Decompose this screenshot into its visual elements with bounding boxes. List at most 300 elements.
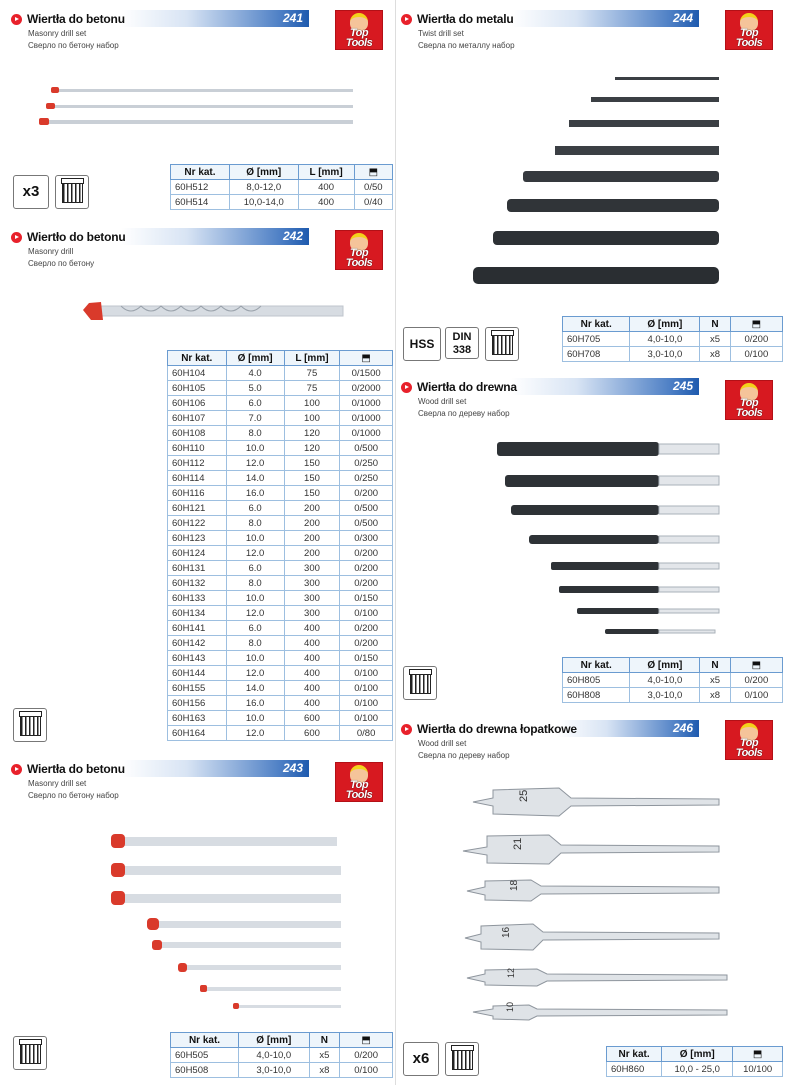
cell-diameter: 12.0 [226,726,284,741]
cell-pack: 10/100 [733,1062,783,1077]
cell-pack: 0/1000 [340,411,393,426]
cell-diameter: 8.0 [226,576,284,591]
cell-count: x5 [309,1048,340,1063]
wood-drill-bit [511,505,719,515]
subtitle-en: Masonry drill set [28,29,87,38]
col-header-code: Nr kat. [171,1033,239,1048]
cell-length: 300 [284,576,340,591]
col-header-diameter: Ø [mm] [662,1047,733,1062]
spade-bit [465,924,719,950]
col-header-count: N [700,658,730,673]
spade-bit [467,968,727,986]
cell-pack: 0/1000 [340,396,393,411]
cell-diameter: 8.0 [226,426,284,441]
cell-length: 200 [284,546,340,561]
spec-table [167,350,393,741]
col-header-code: Nr kat. [563,317,630,332]
cell-pack: 0/500 [340,441,393,456]
cell-pack: 0/80 [340,726,393,741]
twist-drill-bit [507,199,719,212]
subtitle-ru: Сверла по дереву набор [418,409,510,418]
din-label: DIN [452,331,472,343]
table-row [168,486,393,501]
cell-pack: 0/200 [340,546,393,561]
cell-code: 60H122 [168,516,227,531]
cell-pack: 0/150 [340,591,393,606]
cell-pack: 0/100 [340,606,393,621]
twist-drill-bit [615,77,719,80]
cell-pack: 0/1500 [340,366,393,381]
cell-diameter: 5.0 [226,381,284,396]
cell-code: 60H132 [168,576,227,591]
col-header-diameter: Ø [mm] [630,317,700,332]
logo-bottom-text: Tools [345,257,373,269]
subtitle-en: Masonry drill [28,247,74,256]
cell-length: 75 [284,366,340,381]
cell-length: 120 [284,441,340,456]
subtitle-ru: Сверла по дереву набор [418,751,510,760]
cell-code: 60H514 [171,195,230,210]
table-row [607,1062,783,1077]
package-box-icon: ⬒ [368,166,379,178]
drill-image [11,10,395,160]
cell-count: x8 [700,688,730,703]
cell-length: 400 [298,180,354,195]
cell-code: 60H512 [171,180,230,195]
drill-image [11,760,395,1020]
table-row [168,591,393,606]
quantity-badge: x3 [13,175,49,209]
cell-pack: 0/200 [340,561,393,576]
column-divider [395,0,396,1085]
spade-bit-size-label: 25 [518,789,530,802]
table-row [168,651,393,666]
col-header-code: Nr kat. [168,351,227,366]
col-header-code: Nr kat. [563,658,630,673]
cell-diameter: 12.0 [226,456,284,471]
logo-bottom-text: Tools [345,789,373,801]
table-row [168,456,393,471]
cell-diameter: 10,0 - 25,0 [662,1062,733,1077]
cell-length: 75 [284,381,340,396]
cell-code: 60H508 [171,1063,239,1078]
table-row [168,561,393,576]
spade-bit-size-label: 21 [512,837,524,850]
spade-bit [467,879,719,901]
table-row [171,1063,393,1078]
cell-diameter: 8,0-12,0 [229,180,298,195]
table-row [168,501,393,516]
col-header-pack [730,658,782,673]
cell-code: 60H104 [168,366,227,381]
spade-bit [473,1002,727,1020]
subtitle-en: Masonry drill set [28,779,87,788]
din-338-badge [445,327,479,359]
subtitle-en: Twist drill set [418,29,464,38]
logo-top-text: Top [349,247,369,259]
cell-diameter: 6.0 [226,501,284,516]
table-body [607,1062,783,1077]
cell-code: 60H112 [168,456,227,471]
col-header-count: N [700,317,730,332]
section-242 [11,228,395,748]
cell-length: 120 [284,426,340,441]
table-body [171,180,393,210]
table-row [168,471,393,486]
cell-diameter: 6.0 [226,621,284,636]
wood-drill-bit [529,535,719,544]
table-row [168,621,393,636]
logo-top-text: Top [349,779,369,791]
section-title: Wiertła do betonu [27,12,125,26]
cell-pack: 0/2000 [340,381,393,396]
spec-table [562,316,783,362]
cell-code: 60H131 [168,561,227,576]
table-row [171,195,393,210]
cell-length: 200 [284,516,340,531]
cell-diameter: 14.0 [226,681,284,696]
table-row [168,441,393,456]
table-row [168,681,393,696]
col-header-code: Nr kat. [171,165,230,180]
masonry-drill-bit [147,918,341,930]
spec-table [606,1046,783,1077]
cell-diameter: 10.0 [226,651,284,666]
cell-diameter: 6.0 [226,396,284,411]
twist-drill-bit [493,231,719,245]
package-box-icon: ⬒ [751,659,762,671]
section-number: 242 [282,229,303,243]
masonry-drill-bit [178,963,341,972]
cell-code: 60H860 [607,1062,662,1077]
section-title: Wiertła do metalu [417,12,514,26]
section-number: 246 [672,721,693,735]
cell-diameter: 12.0 [226,666,284,681]
masonry-drill-bit [83,302,343,320]
wood-drill-bit [505,475,719,487]
logo-bottom-text: Tools [345,37,373,49]
cell-length: 400 [284,681,340,696]
cell-pack: 0/500 [340,501,393,516]
col-header-pack [340,351,393,366]
cell-length: 400 [284,696,340,711]
package-box-icon [13,708,47,742]
cell-code: 60H124 [168,546,227,561]
cell-code: 60H141 [168,621,227,636]
cell-pack: 0/200 [730,673,782,688]
wood-drill-bit [551,562,719,570]
subtitle-ru: Сверла по металлу набор [418,41,515,50]
cell-diameter: 3,0-10,0 [630,347,700,362]
cell-diameter: 4,0-10,0 [630,673,700,688]
cell-pack: 0/100 [730,688,782,703]
masonry-drill-bit [200,985,341,992]
table-row [168,516,393,531]
table-row [168,546,393,561]
masonry-drill-bit [111,863,341,877]
masonry-drill-bit [111,834,337,848]
col-header-pack [733,1047,783,1062]
table-body [168,366,393,741]
section-number: 244 [672,11,693,25]
spade-bit [473,788,719,816]
cell-pack: 0/200 [340,636,393,651]
cell-pack: 0/150 [340,651,393,666]
wood-drill-bit [559,586,719,593]
table-row [168,426,393,441]
spec-table [170,1032,393,1078]
cell-code: 60H123 [168,531,227,546]
table-row [168,696,393,711]
col-header-length: L [mm] [298,165,354,180]
cell-code: 60H110 [168,441,227,456]
table-row [171,1048,393,1063]
cell-length: 200 [284,501,340,516]
table-row [563,673,783,688]
cell-code: 60H156 [168,696,227,711]
cell-diameter: 6.0 [226,561,284,576]
table-header-row [171,165,393,180]
package-box-icon [485,327,519,361]
cell-length: 600 [284,726,340,741]
col-header-code: Nr kat. [607,1047,662,1062]
drill-image [401,378,787,648]
cell-pack: 0/200 [340,486,393,501]
cell-diameter: 4,0-10,0 [239,1048,310,1063]
subtitle-en: Wood drill set [418,739,467,748]
table-row [168,381,393,396]
cell-length: 600 [284,711,340,726]
spade-bit-size-label: 12 [506,967,516,978]
twist-drill-bit [523,171,719,182]
cell-diameter: 4.0 [226,366,284,381]
cell-pack: 0/200 [340,621,393,636]
subtitle-ru: Сверло по бетону набор [28,41,119,50]
table-row [563,347,783,362]
table-row [168,396,393,411]
cell-pack: 0/250 [340,471,393,486]
drill-image [401,10,787,310]
masonry-drill-bit [233,1003,341,1009]
cell-diameter: 16.0 [226,696,284,711]
col-header-pack [340,1033,393,1048]
col-header-diameter: Ø [mm] [229,165,298,180]
spade-bit [463,835,719,864]
cell-code: 60H106 [168,396,227,411]
cell-diameter: 10.0 [226,711,284,726]
cell-diameter: 3,0-10,0 [630,688,700,703]
section-title: Wiertła do drewna [417,380,517,394]
table-header-row [168,351,393,366]
subtitle-ru: Сверло по бетону набор [28,791,119,800]
package-box-icon [55,175,89,209]
cell-length: 400 [284,666,340,681]
cell-length: 400 [284,651,340,666]
logo-bottom-text: Tools [735,37,763,49]
cell-diameter: 7.0 [226,411,284,426]
section-245 [401,378,787,708]
cell-count: x8 [700,347,730,362]
drill-image [401,720,787,1050]
cell-code: 60H163 [168,711,227,726]
cell-code: 60H107 [168,411,227,426]
table-row [168,711,393,726]
section-241 [11,10,395,220]
cell-diameter: 10.0 [226,441,284,456]
cell-diameter: 8.0 [226,636,284,651]
section-title: Wiertło do betonu [27,230,126,244]
cell-code: 60H142 [168,636,227,651]
col-header-pack [730,317,782,332]
logo-top-text: Top [739,737,759,749]
wood-drill-bit [497,442,719,456]
cell-length: 150 [284,456,340,471]
package-box-icon [445,1042,479,1076]
cell-pack: 0/200 [340,576,393,591]
cell-length: 200 [284,531,340,546]
cell-diameter: 8.0 [226,516,284,531]
quantity-badge: x6 [403,1042,439,1076]
table-body [563,673,783,703]
table-body [563,332,783,362]
logo-top-text: Top [739,397,759,409]
cell-length: 300 [284,591,340,606]
table-row [168,636,393,651]
cell-pack: 0/50 [354,180,392,195]
cell-code: 60H121 [168,501,227,516]
table-row [563,332,783,347]
cell-count: x5 [700,673,730,688]
cell-diameter: 12.0 [226,606,284,621]
package-box-icon: ⬒ [361,352,371,364]
table-row [168,366,393,381]
cell-count: x5 [700,332,730,347]
cell-code: 60H808 [563,688,630,703]
wood-drill-bit [605,629,715,634]
table-header-row [563,658,783,673]
cell-length: 400 [298,195,354,210]
hss-badge: HSS [403,327,441,361]
masonry-drill-bit [111,891,341,905]
cell-length: 400 [284,621,340,636]
cell-length: 300 [284,606,340,621]
cell-pack: 0/100 [730,347,782,362]
cell-length: 100 [284,411,340,426]
section-246 [401,720,787,1080]
cell-code: 60H108 [168,426,227,441]
spade-bit-size-label: 16 [501,926,512,938]
wood-drill-bit [577,608,719,614]
cell-code: 60H155 [168,681,227,696]
logo-bottom-text: Tools [735,747,763,759]
cell-pack: 0/100 [340,681,393,696]
cell-code: 60H144 [168,666,227,681]
cell-pack: 0/100 [340,711,393,726]
cell-count: x8 [309,1063,340,1078]
package-box-icon: ⬒ [752,1048,763,1060]
section-title: Wiertła do drewna łopatkowe [417,722,577,736]
cell-code: 60H114 [168,471,227,486]
cell-code: 60H805 [563,673,630,688]
cell-pack: 0/300 [340,531,393,546]
logo-bottom-text: Tools [735,407,763,419]
twist-drill-bit [591,97,719,102]
cell-pack: 0/1000 [340,426,393,441]
table-row [171,180,393,195]
col-header-count: N [309,1033,340,1048]
table-header-row [171,1033,393,1048]
section-number: 241 [282,11,303,25]
section-244 [401,10,787,365]
masonry-drill-bit [39,118,353,125]
package-box-icon: ⬒ [751,318,762,330]
cell-code: 60H164 [168,726,227,741]
section-243 [11,760,395,1080]
cell-code: 60H143 [168,651,227,666]
package-box-icon [13,1036,47,1070]
masonry-drill-bit [152,940,341,950]
spade-bit-size-label: 10 [505,1001,515,1012]
cell-code: 60H505 [171,1048,239,1063]
cell-pack: 0/200 [340,1048,393,1063]
cell-diameter: 16.0 [226,486,284,501]
table-row [168,726,393,741]
cell-pack: 0/100 [340,696,393,711]
drill-image [11,228,395,338]
cell-pack: 0/250 [340,456,393,471]
col-header-diameter: Ø [mm] [630,658,700,673]
package-box-icon [403,666,437,700]
twist-drill-bit [569,120,719,127]
col-header-length: L [mm] [284,351,340,366]
cell-pack: 0/100 [340,1063,393,1078]
col-header-pack [354,165,392,180]
cell-length: 400 [284,636,340,651]
twist-drill-bit [473,267,719,284]
cell-pack: 0/100 [340,666,393,681]
cell-code: 60H705 [563,332,630,347]
cell-code: 60H116 [168,486,227,501]
section-number: 243 [282,761,303,775]
logo-top-text: Top [739,27,759,39]
cell-diameter: 10.0 [226,531,284,546]
cell-length: 150 [284,471,340,486]
table-header-row [607,1047,783,1062]
cell-length: 100 [284,396,340,411]
cell-diameter: 12.0 [226,546,284,561]
package-box-icon: ⬒ [361,1034,371,1046]
cell-code: 60H708 [563,347,630,362]
table-row [168,531,393,546]
cell-pack: 0/500 [340,516,393,531]
cell-diameter: 14.0 [226,471,284,486]
spade-bit-size-label: 18 [509,879,520,891]
cell-diameter: 3,0-10,0 [239,1063,310,1078]
cell-diameter: 10.0 [226,591,284,606]
cell-diameter: 4,0-10,0 [630,332,700,347]
table-row [168,666,393,681]
cell-code: 60H105 [168,381,227,396]
spec-table [562,657,783,703]
table-body [171,1048,393,1078]
cell-pack: 0/200 [730,332,782,347]
subtitle-ru: Сверло по бетону [28,259,95,268]
table-header-row [563,317,783,332]
logo-top-text: Top [349,27,369,39]
table-row [168,576,393,591]
table-row [168,411,393,426]
cell-length: 300 [284,561,340,576]
